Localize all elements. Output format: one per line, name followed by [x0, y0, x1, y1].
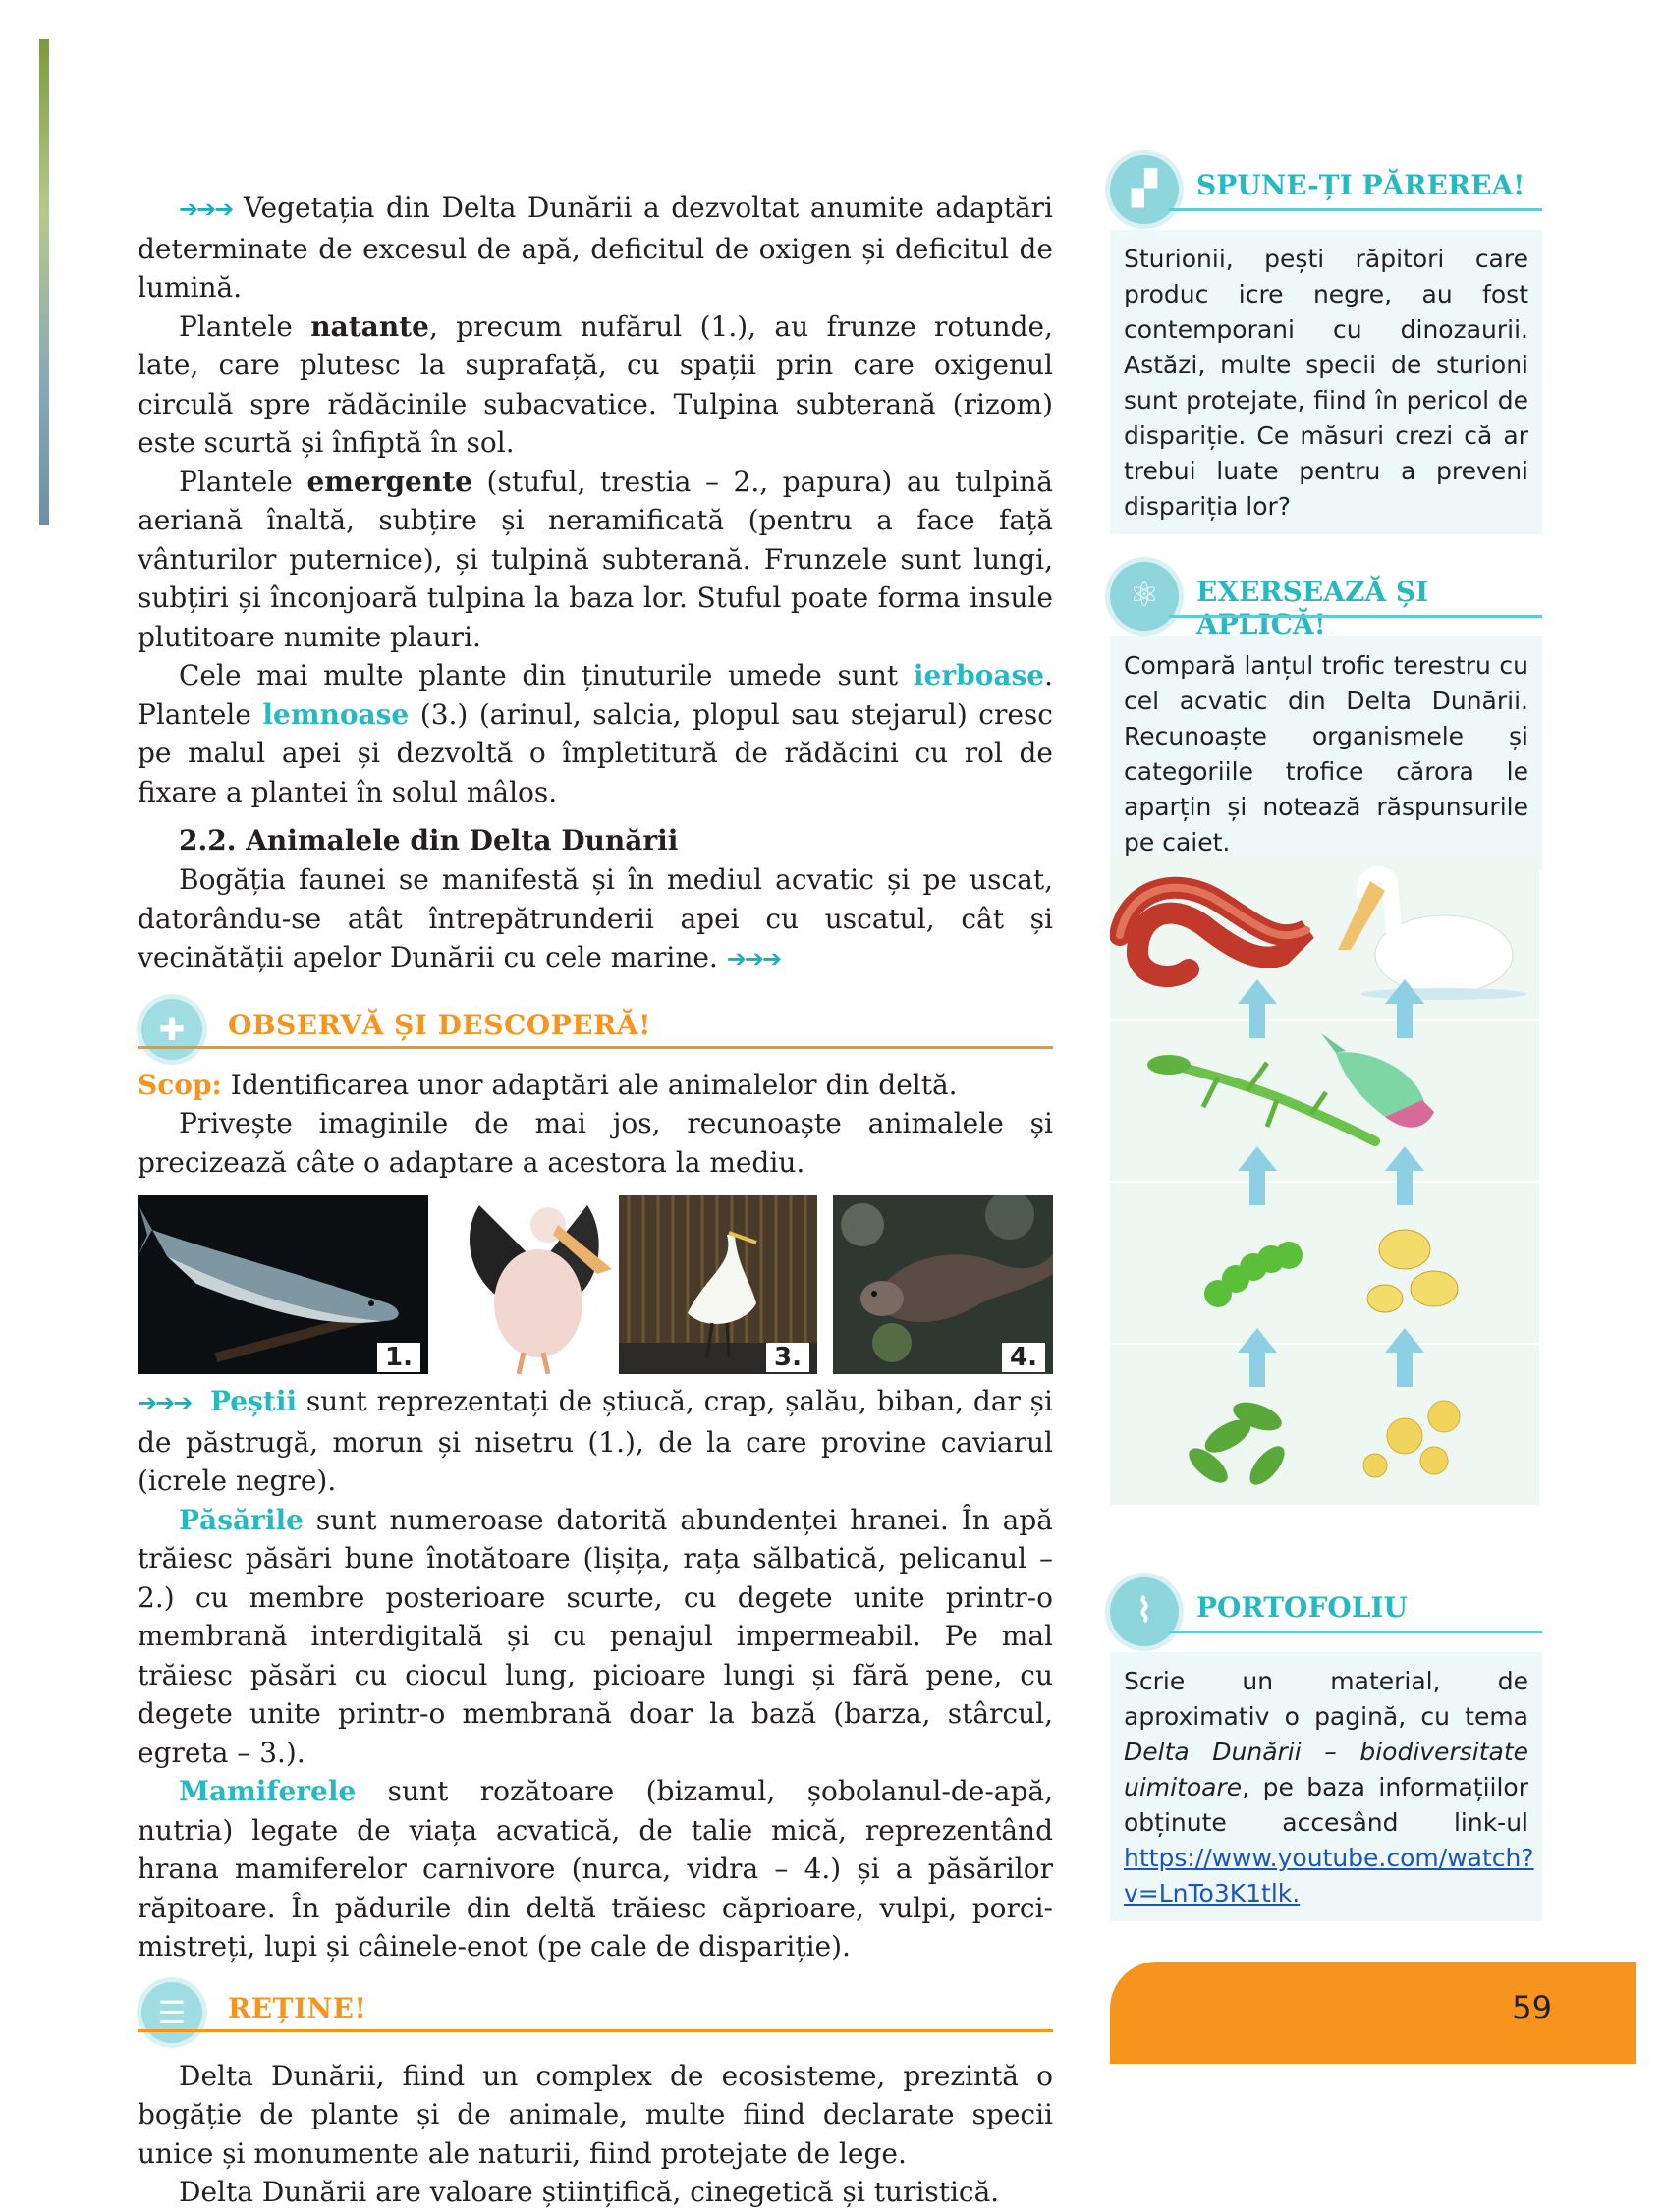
portfolio-title: PORTOFOLIU: [1196, 1591, 1408, 1624]
arrows-icon: ➔➔➔: [179, 195, 233, 223]
phytoplankton-drawing: [1363, 1401, 1460, 1477]
term-mamiferele: Mamiferele: [179, 1775, 357, 1807]
p5-text: Bogăția faunei se manifestă și în mediul acvatic și pe uscat, datorându-se atât întrepătrunderii apei cu uscatul, cât și vecinătății apelor Dunării cu cele marine.: [138, 863, 1053, 973]
caterpillar-drawing: [1204, 1242, 1303, 1307]
intro-paragraph-5: [138, 860, 1053, 979]
portfolio-text-before: Scrie un material, de aproximativ o pagină, cu tema: [1124, 1667, 1528, 1731]
food-chain-drawing: [1110, 857, 1539, 1505]
observe-instruction: Privește imaginile de mai jos, recunoaște animalele și precizează câte o adaptare a acestora la mediu.: [138, 1107, 1053, 1179]
observe-section-header: [138, 999, 1053, 1060]
chat-icon: ▞: [1110, 155, 1179, 224]
exercise-box: [1110, 562, 1542, 870]
scope-text: Identificarea unor adaptări ale animalelor din deltă.: [221, 1068, 958, 1101]
intro-paragraph-4: [138, 656, 1053, 811]
photo-label-1: 1.: [377, 1343, 420, 1372]
exercise-text: Compară lanțul trofic terestru cu cel acvatic din Delta Dunării. Recunoaște organismele și categoriile trofice cărora le aparțin și notează răspunsurile pe caiet.: [1110, 636, 1542, 870]
snake-drawing: [1120, 888, 1306, 976]
term-ierboase: ierboase: [913, 659, 1045, 691]
exercise-header: [1110, 562, 1542, 640]
term-natante: natante: [310, 309, 429, 343]
opinion-rule: [1169, 208, 1542, 211]
portfolio-header: [1110, 1577, 1542, 1648]
main-column: [138, 189, 1053, 2212]
birds-paragraph: [138, 1501, 1053, 1773]
p4-after: (3.) (arinul, salcia, plopul sau stejarul) cresc pe malul apei și dezvoltă o împletitură de rădăcini cu rol de fixare a plantei în solul mâlos.: [138, 697, 1053, 808]
term-pasarile: Păsările: [179, 1503, 304, 1536]
youtube-link[interactable]: https://www.youtube.com/watch?v=LnTo3K1tlk.: [1124, 1844, 1534, 1908]
portfolio-text: [1110, 1652, 1542, 1921]
photo-sturgeon: [138, 1195, 428, 1374]
opinion-text: Sturionii, pești răpitori care produc icre negre, au fost contemporani cu dinozaurii. Astăzi, multe specii de sturioni sunt protejate, fiind în pericol de dispariție. Ce măsuri crezi că ar trebui luate pentru a preveni dispariția lor?: [1110, 230, 1542, 534]
observe-title: OBSERVĂ ȘI DESCOPERĂ!: [228, 1008, 651, 1041]
fish-drawing: [1321, 1033, 1434, 1128]
leaves-drawing: [1184, 1397, 1291, 1491]
p3-after: (stuful, trestia – 2., papura) au tulpină aeriană înaltă, subțire și neramificată (pentru a face față vânturilor puternice), și tulpină subterană. Frunzele sunt lungi, subțiri și înconjoară tulpina la baza lor. Stuful poate forma insule plutitoare numite plauri.: [138, 465, 1053, 653]
mammals-paragraph: [138, 1772, 1053, 1966]
term-lemnoase: lemnoase: [262, 697, 410, 731]
observe-rule: [138, 1046, 1053, 1049]
intro-paragraph-3: [138, 463, 1053, 657]
opinion-header: [1110, 155, 1542, 226]
list-icon: ☰: [141, 1982, 202, 2043]
atom-icon: ⚛: [1110, 562, 1179, 631]
portfolio-box: [1110, 1577, 1542, 1921]
paperclip-icon: ⌇: [1110, 1577, 1179, 1646]
mammals-text: sunt rozătoare (bizamul, șobolanul-de-apă, nutria) legate de viața acvatică, de talie mică, reprezentând hrana mamiferelor carnivore (nurca, vidra – 4.) și a păsărilor răpitoare. În pădurile din deltă trăiesc căprioare, vulpi, porci-mistreți, lupi și câinele-enot (pe cale de dispariție).: [138, 1775, 1053, 1963]
animals-subheading: 2.2. Animalele din Delta Dunării: [179, 824, 679, 857]
exercise-title: EXERSEAZĂ ȘI APLICĂ!: [1196, 576, 1429, 640]
remember-title: REȚINE!: [228, 1991, 367, 2024]
exercise-rule: [1169, 615, 1542, 618]
photo-label-3: 3.: [766, 1343, 809, 1372]
puzzle-icon: ✚: [141, 999, 202, 1060]
intro-paragraph-1: [138, 189, 1053, 307]
fish-text: sunt reprezentați de știucă, crap, șalău, biban, dar și de păstrugă, morun și nisetru (1.), de la care provine caviarul (icrele negre).: [138, 1385, 1053, 1497]
lizard-drawing: [1147, 1055, 1375, 1141]
p4-before: Cele mai multe plante din ținuturile umede sunt: [179, 659, 914, 691]
p3-before: Plantele: [179, 465, 307, 498]
observe-scope: [138, 1066, 1053, 1105]
photo-label-4: 4.: [1002, 1343, 1045, 1372]
intro-paragraph-2: [138, 307, 1053, 463]
photo-egret: [619, 1195, 817, 1374]
remember-rule: [138, 2029, 1053, 2032]
remember-paragraph-1: Delta Dunării, fiind un complex de ecosisteme, prezintă o bogăție de plante și de animale, multe fiind declarate specii unice și monumente ale naturii, fiind protejate de lege.: [138, 2059, 1053, 2170]
edge-photo-strip: [39, 39, 49, 525]
portfolio-text-after: , pe baza informațiilor obținute accesând link-ul: [1124, 1773, 1528, 1837]
p2-before: Plantele: [179, 309, 311, 343]
p4-mid: . Plantele: [138, 659, 1053, 731]
pelican-drawing: [1338, 874, 1527, 1000]
scope-label: Scop:: [138, 1068, 222, 1101]
birds-text: sunt numeroase datorită abundenței hranei. În apă trăiesc păsări bune înotătoare (lișița, rața sălbatică, pelicanul – 2.) cu membre posterioare scurte, cu degete unite printr-o membrană interdigitală și cu penajul impermeabil. Pe mal trăiesc păsări cu ciocul lung, picioare lungi și fără pene, cu degete unite printr-o membrană doar la bază (barza, stârcul, egreta – 3.).: [138, 1503, 1053, 1769]
page-number: 59: [1512, 1989, 1552, 2026]
portfolio-rule: [1169, 1631, 1542, 1633]
term-emergente: emergente: [306, 465, 472, 498]
arrows-icon: ➔➔➔: [726, 945, 781, 972]
remember-paragraph-2: Delta Dunării are valoare științifică, cinegetică și turistică.: [179, 2176, 1000, 2208]
opinion-title: SPUNE-ȚI PĂREREA!: [1196, 169, 1525, 201]
food-chain-illustration: [1110, 857, 1539, 1505]
p2-after: , precum nufărul (1.), au frunze rotunde, late, care plutesc la suprafață, cu spații prin care oxigenul circulă spre rădăcinile subacvatice. Tulpina subterană (rizom) este scurtă și înfiptă în sol.: [138, 309, 1053, 459]
opinion-box: [1110, 155, 1542, 534]
arrows-icon: ➔➔➔: [138, 1389, 192, 1416]
fish-paragraph: [138, 1382, 1053, 1501]
photo-otter: [833, 1195, 1053, 1374]
page-number-tab: [1110, 1962, 1636, 2064]
term-pestii: Peștii: [210, 1385, 298, 1417]
zooplankton-drawing: [1367, 1230, 1458, 1312]
portfolio-theme: Delta Dunării – biodiversitate uimitoare: [1124, 1738, 1528, 1801]
remember-section-header: [138, 1982, 1053, 2043]
intro-p1-text: Vegetația din Delta Dunării a dezvoltat anumite adaptări determinate de excesul de apă, deficitul de oxigen și deficitul de lumină.: [138, 192, 1054, 304]
animal-photos: [138, 1195, 1053, 1374]
